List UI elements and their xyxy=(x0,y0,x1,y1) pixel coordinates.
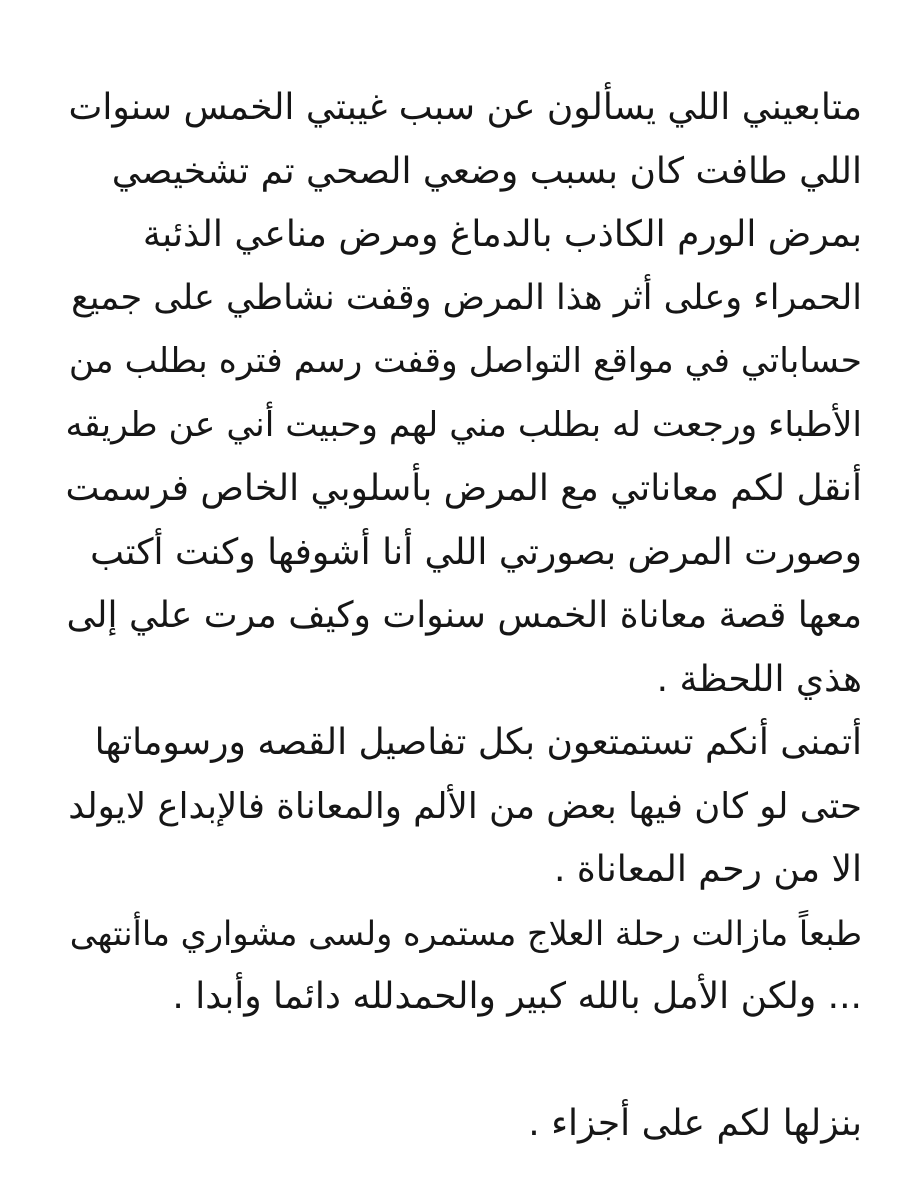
note-line-10: هذي اللحظة . xyxy=(656,658,862,700)
note-text xyxy=(62,76,862,1156)
note-line-6: الأطباء ورجعت له بطلب مني لهم وحبيت أني عن طريقه xyxy=(65,404,862,445)
note-line-3: بمرض الورم الكاذب بالدماغ ومرض مناعي الذئبة xyxy=(142,214,862,255)
blank-line xyxy=(62,1029,862,1093)
note-line-13: الا من رحم المعاناة . xyxy=(553,849,862,890)
note-line-7: أنقل لكم معاناتي مع المرض بأسلوبي الخاص فرسمت xyxy=(65,468,862,509)
note-line-9: معها قصة معاناة الخمس سنوات وكيف مرت علي إلى xyxy=(66,595,862,636)
note-line-1: متابعيني اللي يسألون عن سبب غيبتي الخمس سنوات xyxy=(68,87,862,128)
note-line-11: أتمنى أنكم تستمتعون بكل تفاصيل القصه ورسوماتها xyxy=(94,722,862,763)
note-line-8: وصورت المرض بصورتي اللي أنا أشوفها وكنت أكتب xyxy=(90,531,862,573)
note-line-2: اللي طافت كان بسبب وضعي الصحي تم تشخيصي xyxy=(111,150,862,192)
note-line-12: حتى لو كان فيها بعض من الألم والمعاناة فالإبداع لايولد xyxy=(68,785,862,827)
note-line-16: بنزلها لكم على أجزاء . xyxy=(528,1103,862,1144)
note-line-5: حساباتي في مواقع التواصل وقفت رسم فتره بطلب من xyxy=(68,341,862,381)
note-line-4: الحمراء وعلى أثر هذا المرض وقفت نشاطي على جميع xyxy=(71,277,862,318)
note-line-15: ... ولكن الأمل بالله كبير والحمدلله دائما وأبدا . xyxy=(172,976,862,1017)
note-line-14: طبعاً مازالت رحلة العلاج مستمره ولسى مشواري ماأنتهى xyxy=(69,913,862,953)
